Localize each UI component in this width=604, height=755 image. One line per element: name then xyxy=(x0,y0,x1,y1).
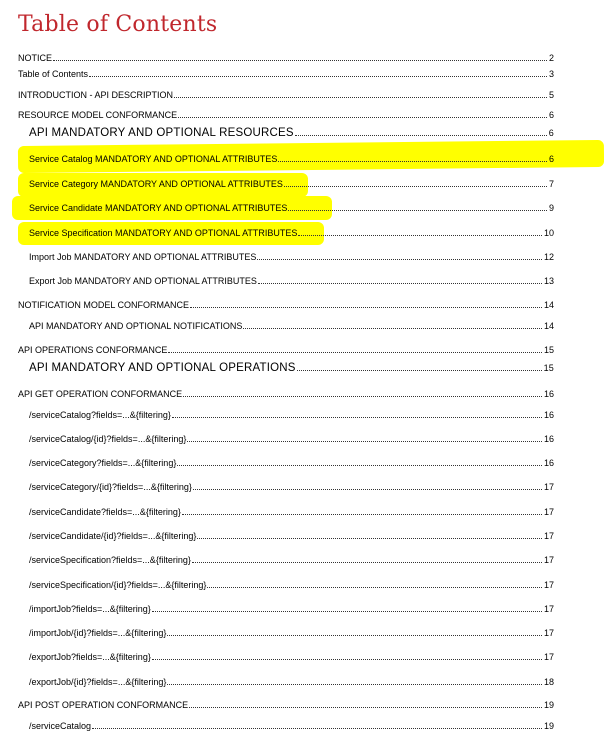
toc-entry[interactable] xyxy=(29,128,554,139)
toc-page-number: 9 xyxy=(548,203,554,213)
toc-entry[interactable] xyxy=(29,228,554,239)
toc-leader-dots xyxy=(189,706,542,708)
toc-page-number: 19 xyxy=(543,721,554,731)
toc-leader-dots xyxy=(92,727,542,729)
toc-page-number: 10 xyxy=(543,228,554,238)
toc-leader-dots xyxy=(167,683,542,685)
toc-leader-dots xyxy=(284,185,547,187)
toc-entry-label: /serviceCatalog/{id}?fields=...&{filtering} xyxy=(29,434,187,444)
toc-entry-label: Service Category MANDATORY AND OPTIONAL ATTRIBUTES xyxy=(29,179,283,189)
toc-entry-label: Service Specification MANDATORY AND OPTIONAL ATTRIBUTES xyxy=(29,228,298,238)
toc-entry-label: NOTIFICATION MODEL CONFORMANCE xyxy=(18,300,189,310)
toc-page-number: 3 xyxy=(548,69,554,79)
toc-leader-dots xyxy=(295,134,547,136)
toc-entry-label: /serviceCandidate/{id}?fields=...&{filtering} xyxy=(29,531,197,541)
toc-entry-label: INTRODUCTION - API DESCRIPTION xyxy=(18,90,174,100)
toc-leader-dots xyxy=(89,75,547,77)
toc-entry-label: API GET OPERATION CONFORMANCE xyxy=(18,389,183,399)
toc-leader-dots xyxy=(197,537,542,539)
toc-page-number: 6 xyxy=(548,128,554,138)
toc-entry[interactable] xyxy=(18,389,554,400)
toc-leader-dots xyxy=(258,282,542,284)
toc-entry[interactable] xyxy=(29,203,554,214)
toc-entry-label: /exportJob/{id}?fields=...&{filtering} xyxy=(29,677,167,687)
toc-entry[interactable] xyxy=(29,482,554,493)
page-title: Table of Contents xyxy=(18,12,218,37)
toc-entry[interactable] xyxy=(29,321,554,332)
toc-entry-label: /serviceCategory/{id}?fields=...&{filtering} xyxy=(29,482,192,492)
toc-entry[interactable] xyxy=(29,721,554,732)
toc-entry[interactable] xyxy=(29,531,554,542)
toc-page-number: 7 xyxy=(548,179,554,189)
toc-entry[interactable] xyxy=(18,345,554,356)
toc-page-number: 15 xyxy=(543,363,554,373)
toc-page-number: 2 xyxy=(548,53,554,63)
toc-entry[interactable] xyxy=(29,276,554,287)
toc-leader-dots xyxy=(288,209,547,211)
toc-entry-label: Export Job MANDATORY AND OPTIONAL ATTRIBUTES xyxy=(29,276,257,286)
toc-entry-label: Service Candidate MANDATORY AND OPTIONAL ATTRIBUTES xyxy=(29,203,288,213)
toc-page-number: 19 xyxy=(543,700,554,710)
toc-page-number: 6 xyxy=(548,154,554,164)
toc-page-number: 17 xyxy=(543,555,554,565)
toc-entry[interactable] xyxy=(18,90,554,101)
toc-entry-label: API POST OPERATION CONFORMANCE xyxy=(18,700,189,710)
toc-entry-label: /serviceCatalog?fields=...&{filtering} xyxy=(29,410,171,420)
toc-page-number: 17 xyxy=(543,580,554,590)
toc-entry-label: API MANDATORY AND OPTIONAL NOTIFICATIONS xyxy=(29,321,243,331)
toc-page-number: 17 xyxy=(543,531,554,541)
toc-entry-label: /serviceCandidate?fields=...&{filtering} xyxy=(29,507,181,517)
toc-leader-dots xyxy=(53,59,547,61)
toc-entry-label: RESOURCE MODEL CONFORMANCE xyxy=(18,110,178,120)
toc-leader-dots xyxy=(152,658,542,660)
toc-leader-dots xyxy=(190,306,542,308)
toc-entry-label: /serviceCategory?fields=...&{filtering} xyxy=(29,458,177,468)
toc-page-number: 15 xyxy=(543,345,554,355)
toc-entry[interactable] xyxy=(29,604,554,615)
toc-leader-dots xyxy=(182,513,542,515)
toc-page-number: 5 xyxy=(548,90,554,100)
toc-entry[interactable] xyxy=(29,677,554,688)
toc-page-number: 6 xyxy=(548,110,554,120)
toc-page-number: 17 xyxy=(543,507,554,517)
toc-entry-label: /serviceSpecification?fields=...&{filtering} xyxy=(29,555,191,565)
toc-entry[interactable] xyxy=(18,300,554,311)
toc-entry-label: API MANDATORY AND OPTIONAL OPERATIONS xyxy=(29,362,296,374)
toc-entry[interactable] xyxy=(29,507,554,518)
toc-entry[interactable] xyxy=(18,700,554,711)
toc-page-number: 14 xyxy=(543,321,554,331)
toc-leader-dots xyxy=(152,610,542,612)
toc-entry[interactable] xyxy=(29,555,554,566)
toc-entry-label: Service Catalog MANDATORY AND OPTIONAL ATTRIBUTES xyxy=(29,154,278,164)
toc-leader-dots xyxy=(172,416,542,418)
toc-page-number: 17 xyxy=(543,604,554,614)
toc-entry-label: /exportJob?fields=...&{filtering} xyxy=(29,652,151,662)
toc-entry[interactable] xyxy=(29,154,554,165)
toc-entry-label: API MANDATORY AND OPTIONAL RESOURCES xyxy=(29,127,294,139)
toc-leader-dots xyxy=(192,561,542,563)
toc-leader-dots xyxy=(187,440,542,442)
toc-page-number: 17 xyxy=(543,628,554,638)
toc-page-number: 16 xyxy=(543,434,554,444)
toc-leader-dots xyxy=(168,351,542,353)
toc-entry[interactable] xyxy=(29,410,554,421)
toc-leader-dots xyxy=(297,369,542,371)
toc-leader-dots xyxy=(193,488,542,490)
toc-entry[interactable] xyxy=(18,53,554,64)
toc-entry[interactable] xyxy=(29,363,554,374)
toc-page-number: 17 xyxy=(543,652,554,662)
toc-page-number: 12 xyxy=(543,252,554,262)
toc-page-number: 16 xyxy=(543,458,554,468)
toc-entry[interactable] xyxy=(29,252,554,263)
toc-entry-label: /serviceSpecification/{id}?fields=...&{filtering} xyxy=(29,580,207,590)
toc-entry[interactable] xyxy=(29,628,554,639)
toc-leader-dots xyxy=(243,327,542,329)
toc-entry[interactable] xyxy=(18,69,554,80)
toc-entry[interactable] xyxy=(29,652,554,663)
toc-page-number: 16 xyxy=(543,389,554,399)
toc-leader-dots xyxy=(174,96,547,98)
toc-page-number: 14 xyxy=(543,300,554,310)
toc-page-number: 18 xyxy=(543,677,554,687)
toc-leader-dots xyxy=(167,634,542,636)
toc-entry-label: /importJob?fields=...&{filtering} xyxy=(29,604,151,614)
toc-leader-dots xyxy=(177,464,542,466)
toc-leader-dots xyxy=(183,395,542,397)
toc-entry[interactable] xyxy=(29,434,554,445)
toc-entry-label: API OPERATIONS CONFORMANCE xyxy=(18,345,168,355)
toc-entry-label: /importJob/{id}?fields=...&{filtering} xyxy=(29,628,167,638)
toc-entry[interactable] xyxy=(29,458,554,469)
toc-leader-dots xyxy=(178,116,547,118)
toc-entry[interactable] xyxy=(18,110,554,121)
toc-entry-label: Import Job MANDATORY AND OPTIONAL ATTRIBUTES xyxy=(29,252,257,262)
toc-leader-dots xyxy=(207,586,542,588)
toc-page-number: 13 xyxy=(543,276,554,286)
toc-entry-label: Table of Contents xyxy=(18,69,89,79)
toc-entry-label: NOTICE xyxy=(18,53,53,63)
toc-leader-dots xyxy=(278,160,547,162)
toc-entry-label: /serviceCatalog xyxy=(29,721,92,731)
toc-leader-dots xyxy=(257,258,542,260)
toc-page-number: 16 xyxy=(543,410,554,420)
toc-entry[interactable] xyxy=(29,179,554,190)
toc-page-number: 17 xyxy=(543,482,554,492)
toc-leader-dots xyxy=(298,234,542,236)
toc-entry[interactable] xyxy=(29,580,554,591)
